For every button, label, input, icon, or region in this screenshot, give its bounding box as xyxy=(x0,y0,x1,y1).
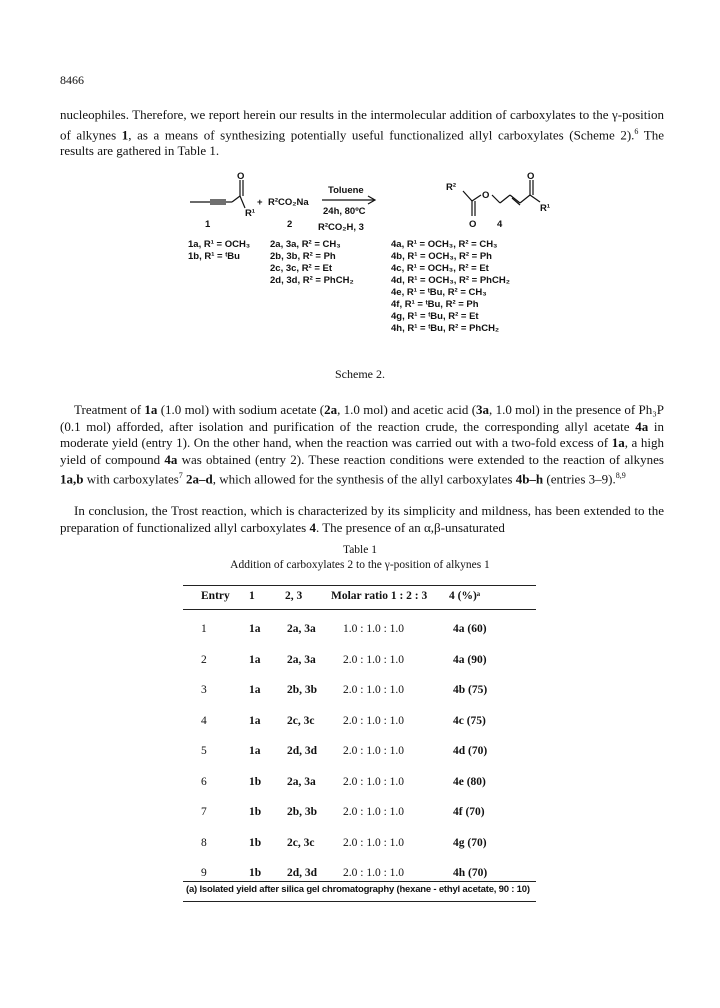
arrow-condition-time: 24h, 80ºC xyxy=(323,206,366,217)
atom-r1-product: R¹ xyxy=(540,203,551,214)
cell-carboxylate: 2a, 3a xyxy=(287,653,316,666)
cell-carboxylate: 2d, 3d xyxy=(287,867,318,879)
atom-r2: R² xyxy=(446,182,457,193)
cell-carboxylate: 2d, 3d xyxy=(287,745,318,757)
header-carboxylate: 2, 3 xyxy=(285,590,303,602)
cell-yield: 4b (75) xyxy=(453,684,488,696)
table-rule-bottom xyxy=(183,881,536,882)
text-run: , 1.0 mol) and acetic acid ( xyxy=(337,402,477,417)
table-footnote: (a) Isolated yield after silica gel chromatography (hexane - ethyl acetate, 90 : 10) xyxy=(186,884,530,895)
compound-label: 1a xyxy=(611,435,625,450)
cell-alkyne: 1a xyxy=(249,653,261,666)
cell-entry: 3 xyxy=(201,684,207,696)
compound-label: 1a,b xyxy=(60,471,84,487)
table-title: Table 1 xyxy=(342,544,377,556)
cell-carboxylate: 2c, 3c xyxy=(287,836,315,849)
header-alkyne: 1 xyxy=(249,590,255,602)
cell-alkyne: 1b xyxy=(249,806,262,818)
cell-entry: 2 xyxy=(201,653,207,666)
cell-alkyne: 1b xyxy=(249,867,262,879)
atom-oxygen-ester: O xyxy=(482,190,490,201)
cell-yield: 4g (70) xyxy=(453,836,487,849)
cell-entry: 6 xyxy=(201,775,207,788)
cell-entry: 8 xyxy=(201,836,207,849)
substituent-list-4: 4b, R¹ = OCH₃, R² = Ph xyxy=(391,251,492,262)
cell-entry: 9 xyxy=(201,867,207,879)
cell-carboxylate: 2b, 3b xyxy=(287,806,318,818)
reagent-salt: R²CO₂Na xyxy=(268,197,309,208)
cell-alkyne: 1a xyxy=(249,745,261,757)
cell-carboxylate: 2a, 3a xyxy=(287,623,316,635)
text-run: with carboxylates xyxy=(83,471,179,487)
substituent-list-2: 2b, 3b, R² = Ph xyxy=(270,251,336,262)
compound-label: 2a–d xyxy=(186,471,213,487)
cell-yield: 4e (80) xyxy=(453,775,486,788)
cell-alkyne: 1a xyxy=(249,684,261,696)
compound-label: 4a xyxy=(635,418,649,434)
label-compound-4: 4 xyxy=(497,219,503,230)
arrow-condition-acid: R²CO₂H, 3 xyxy=(318,222,364,233)
cell-yield: 4a (60) xyxy=(453,623,487,635)
header-yield: 4 (%)ᵃ xyxy=(449,590,481,602)
cell-entry: 4 xyxy=(201,714,207,727)
cell-alkyne: 1b xyxy=(249,836,262,849)
cell-molar-ratio: 2.0 : 1.0 : 1.0 xyxy=(343,806,405,818)
cell-entry: 5 xyxy=(201,745,207,757)
cell-alkyne: 1a xyxy=(249,714,261,727)
substituent-list-2: 2c, 3c, R² = Et xyxy=(270,263,333,274)
substituent-list-4: 4e, R¹ = ᵗBu, R² = CH₃ xyxy=(391,287,487,298)
text-run: was obtained (entry 2). These reaction conditions were extended to the reaction of alkynes xyxy=(177,451,664,467)
cell-molar-ratio: 1.0 : 1.0 : 1.0 xyxy=(343,623,405,635)
text-run: The results are gathered in Table 1. xyxy=(60,126,664,159)
conclusion-paragraph xyxy=(60,503,664,536)
substituent-list-4: 4c, R¹ = OCH₃, R² = Et xyxy=(391,263,489,274)
cell-entry: 7 xyxy=(201,806,207,818)
header-entry: Entry xyxy=(201,590,230,602)
atom-oxygen-ketone: O xyxy=(527,171,535,182)
cell-yield: 4h (70) xyxy=(453,867,488,879)
compound-label: 4 xyxy=(309,519,316,535)
text-run: , as a means of synthesizing potentially useful functionalized allyl carboxylates (Scheme 2). xyxy=(128,126,635,142)
cell-carboxylate: 2c, 3c xyxy=(287,714,315,727)
header-molar-ratio: Molar ratio 1 : 2 : 3 xyxy=(331,590,428,602)
reference-superscript: 7 xyxy=(178,471,183,480)
substituent-list-1: 1a, R¹ = OCH₃ xyxy=(188,239,251,250)
label-compound-2: 2 xyxy=(287,219,293,230)
substituent-list-4: 4g, R¹ = ᵗBu, R² = Et xyxy=(391,311,479,322)
substituent-list-1: 1b, R¹ = ᵗBu xyxy=(188,251,240,262)
plus-sign: + xyxy=(257,197,263,208)
reference-superscript: 6 xyxy=(634,126,639,136)
substituent-list-2: 2a, 3a, R² = CH₃ xyxy=(270,239,341,250)
text-run: In conclusion, the Trost reaction, which is characterized by its simplicity and mildness, has been extended to the preparation of functionalized allyl carboxylates xyxy=(60,503,664,535)
text-run: (entries 3–9). xyxy=(543,471,616,487)
cell-alkyne: 1a xyxy=(249,623,261,635)
cell-yield: 4d (70) xyxy=(453,745,488,757)
cell-yield: 4f (70) xyxy=(453,806,485,818)
text-run: , a high yield of compound xyxy=(60,435,664,467)
atom-oxygen-carbonyl: O xyxy=(469,219,477,230)
text-run: nucleophiles. Therefore, we report herein our results in the intermolecular addition of carboxylates to the γ-position of alkynes xyxy=(60,107,664,142)
arrow-condition-solvent: Toluene xyxy=(328,185,364,196)
cell-yield: 4a (90) xyxy=(453,653,487,666)
substituent-list-2: 2d, 3d, R² = PhCH₂ xyxy=(270,275,354,286)
cell-molar-ratio: 2.0 : 1.0 : 1.0 xyxy=(343,745,405,757)
atom-oxygen: O xyxy=(237,171,245,182)
reaction-scheme xyxy=(0,170,720,370)
text-run: , 1.0 mol) in the presence of Ph₃P (0.1 mol) afforded, after isolation and purification of the reaction crude, the corresponding allyl acetate xyxy=(60,402,664,434)
cell-molar-ratio: 2.0 : 1.0 : 1.0 xyxy=(343,714,405,727)
text-run: . The presence of an α,β-unsaturated xyxy=(315,519,505,535)
cell-molar-ratio: 2.0 : 1.0 : 1.0 xyxy=(343,836,405,849)
compound-label: 3a xyxy=(476,402,490,417)
text-run: , which allowed for the synthesis of the allyl carboxylates xyxy=(212,471,516,487)
table-rule-end xyxy=(183,901,536,902)
table-caption: Addition of carboxylates 2 to the γ-position of alkynes 1 xyxy=(230,559,490,571)
text-run: in moderate yield (entry 1). On the other hand, when the reaction was carried out with a two-fold excess of xyxy=(60,418,664,450)
cell-entry: 1 xyxy=(201,623,207,635)
intro-paragraph xyxy=(60,107,664,160)
scheme-caption: Scheme 2. xyxy=(335,367,385,381)
page-number: 8466 xyxy=(60,73,84,87)
label-compound-1: 1 xyxy=(205,219,211,230)
text-run: Treatment of xyxy=(74,402,145,417)
substituent-list-4: 4f, R¹ = ᵗBu, R² = Ph xyxy=(391,299,479,310)
cell-carboxylate: 2a, 3a xyxy=(287,775,316,788)
substituent-list-4: 4d, R¹ = OCH₃, R² = PhCH₂ xyxy=(391,275,510,286)
compound-label: 4b–h xyxy=(515,471,544,487)
compound-label: 4a xyxy=(164,451,178,467)
compound-label: 1a xyxy=(144,402,158,417)
compound-label: 1 xyxy=(121,126,129,142)
cell-molar-ratio: 2.0 : 1.0 : 1.0 xyxy=(343,867,405,879)
substituent-list-4: 4h, R¹ = ᵗBu, R² = PhCH₂ xyxy=(391,323,500,334)
table-rule-top xyxy=(183,585,536,586)
reference-superscript: 8,9 xyxy=(615,471,626,480)
table-rule-header xyxy=(183,609,536,610)
text-run: (1.0 mol) with sodium acetate ( xyxy=(157,402,325,417)
cell-carboxylate: 2b, 3b xyxy=(287,684,318,696)
cell-molar-ratio: 2.0 : 1.0 : 1.0 xyxy=(343,775,405,788)
cell-molar-ratio: 2.0 : 1.0 : 1.0 xyxy=(343,653,405,666)
atom-r1: R¹ xyxy=(245,208,256,219)
cell-alkyne: 1b xyxy=(249,775,262,788)
substituent-list-4: 4a, R¹ = OCH₃, R² = CH₃ xyxy=(391,239,498,250)
compound-label: 2a xyxy=(324,402,338,417)
cell-yield: 4c (75) xyxy=(453,714,486,727)
cell-molar-ratio: 2.0 : 1.0 : 1.0 xyxy=(343,684,405,696)
results-paragraph xyxy=(60,402,664,488)
